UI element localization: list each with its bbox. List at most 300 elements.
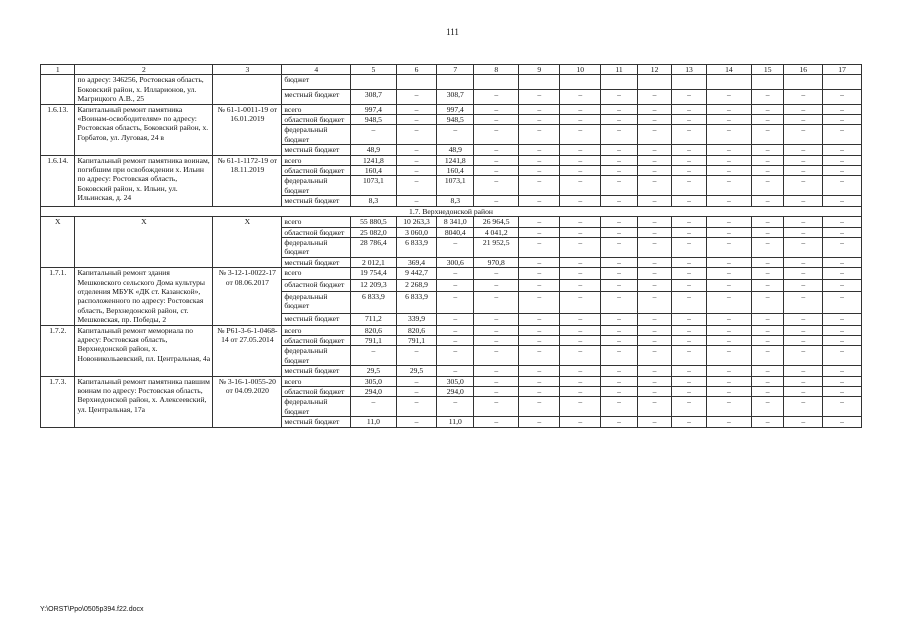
value-cell: – <box>706 376 751 386</box>
value-cell: – <box>672 196 706 206</box>
value-cell <box>396 75 437 90</box>
value-cell: – <box>706 115 751 125</box>
value-cell: – <box>396 155 437 165</box>
value-cell: – <box>396 115 437 125</box>
value-cell: – <box>823 376 862 386</box>
value-cell: – <box>672 145 706 155</box>
column-header: 1 <box>41 65 75 75</box>
value-cell: – <box>437 346 474 366</box>
value-cell: – <box>474 325 519 335</box>
value-cell: – <box>784 268 823 280</box>
value-cell: – <box>672 176 706 196</box>
value-cell: – <box>784 237 823 257</box>
value-cell: – <box>637 387 671 397</box>
value-cell: – <box>601 125 638 145</box>
value-cell: – <box>823 237 862 257</box>
value-cell: – <box>823 313 862 325</box>
value-cell: 294,0 <box>437 387 474 397</box>
value-cell: 26 964,5 <box>474 217 519 227</box>
file-path-footer: Y:\ORST\Ppo\0505p394.f22.docx <box>40 606 144 613</box>
value-cell: – <box>519 268 560 280</box>
value-cell: – <box>706 145 751 155</box>
column-header: 13 <box>672 65 706 75</box>
value-cell: – <box>823 387 862 397</box>
item-number: 1.7.3. <box>41 376 75 427</box>
budget-category: местный бюджет <box>282 313 351 325</box>
value-cell: – <box>601 376 638 386</box>
value-cell <box>752 75 784 90</box>
value-cell: – <box>601 366 638 376</box>
budget-category: федеральный бюджет <box>282 291 351 313</box>
value-cell: 8040,4 <box>437 227 474 237</box>
value-cell: – <box>752 417 784 427</box>
value-cell: – <box>752 166 784 176</box>
column-header: 4 <box>282 65 351 75</box>
value-cell: – <box>637 115 671 125</box>
value-cell: – <box>784 155 823 165</box>
value-cell: – <box>637 291 671 313</box>
value-cell: – <box>519 335 560 345</box>
value-cell: – <box>637 257 671 267</box>
value-cell: 300,6 <box>437 257 474 267</box>
value-cell: – <box>706 166 751 176</box>
value-cell: – <box>560 237 601 257</box>
value-cell: – <box>823 417 862 427</box>
value-cell: – <box>601 268 638 280</box>
table-row <box>41 104 862 114</box>
value-cell: – <box>823 366 862 376</box>
value-cell: – <box>474 279 519 291</box>
value-cell: – <box>752 217 784 227</box>
value-cell: 6 833,9 <box>396 291 437 313</box>
value-cell: – <box>601 397 638 417</box>
document-reference: № 3-12-1-0022-17 от 08.06.2017 <box>213 268 282 325</box>
value-cell: – <box>560 417 601 427</box>
column-header: 6 <box>396 65 437 75</box>
value-cell: 3 060,0 <box>396 227 437 237</box>
value-cell: – <box>519 104 560 114</box>
table-row <box>41 155 862 165</box>
value-cell: – <box>519 387 560 397</box>
column-header: 17 <box>823 65 862 75</box>
value-cell: – <box>519 366 560 376</box>
table-row <box>41 268 862 280</box>
value-cell <box>601 75 638 90</box>
value-cell: 997,4 <box>437 104 474 114</box>
value-cell: 160,4 <box>351 166 396 176</box>
value-cell: – <box>823 155 862 165</box>
value-cell: – <box>672 268 706 280</box>
value-cell: – <box>396 104 437 114</box>
value-cell: 339,9 <box>396 313 437 325</box>
value-cell: – <box>784 90 823 105</box>
value-cell: – <box>706 237 751 257</box>
value-cell: 948,5 <box>437 115 474 125</box>
document-reference: № 61-1-1172-19 от 18.11.2019 <box>213 155 282 206</box>
budget-category: местный бюджет <box>282 90 351 105</box>
value-cell: – <box>823 90 862 105</box>
value-cell: – <box>672 291 706 313</box>
value-cell: 29,5 <box>351 366 396 376</box>
value-cell: – <box>396 90 437 105</box>
value-cell: 9 442,7 <box>396 268 437 280</box>
value-cell: – <box>637 145 671 155</box>
value-cell: – <box>784 346 823 366</box>
value-cell: – <box>672 90 706 105</box>
value-cell: – <box>519 291 560 313</box>
value-cell: – <box>637 176 671 196</box>
value-cell: – <box>396 417 437 427</box>
value-cell: 55 880,5 <box>351 217 396 227</box>
value-cell: – <box>601 257 638 267</box>
value-cell: – <box>601 227 638 237</box>
value-cell: 1073,1 <box>351 176 396 196</box>
value-cell: 1241,8 <box>437 155 474 165</box>
value-cell: 2 012,1 <box>351 257 396 267</box>
budget-category: федеральный бюджет <box>282 397 351 417</box>
value-cell: – <box>672 366 706 376</box>
page-number: 111 <box>446 27 459 37</box>
value-cell: – <box>752 104 784 114</box>
value-cell: – <box>823 268 862 280</box>
value-cell: – <box>560 268 601 280</box>
value-cell: 369,4 <box>396 257 437 267</box>
value-cell: – <box>752 387 784 397</box>
value-cell: – <box>519 155 560 165</box>
value-cell: – <box>823 291 862 313</box>
value-cell: – <box>823 125 862 145</box>
value-cell: – <box>519 313 560 325</box>
value-cell: – <box>672 217 706 227</box>
value-cell: – <box>823 176 862 196</box>
value-cell: – <box>560 346 601 366</box>
value-cell: – <box>519 346 560 366</box>
budget-category: областной бюджет <box>282 279 351 291</box>
value-cell: – <box>474 104 519 114</box>
value-cell: – <box>560 227 601 237</box>
value-cell: – <box>474 115 519 125</box>
section-row <box>41 206 862 216</box>
value-cell: – <box>706 417 751 427</box>
budget-category: федеральный бюджет <box>282 346 351 366</box>
item-number <box>41 75 75 104</box>
value-cell: – <box>706 196 751 206</box>
value-cell: 6 833,9 <box>351 291 396 313</box>
budget-category: всего <box>282 155 351 165</box>
value-cell: – <box>437 313 474 325</box>
value-cell: – <box>474 176 519 196</box>
value-cell: – <box>823 196 862 206</box>
value-cell: – <box>601 335 638 345</box>
value-cell: 11,0 <box>437 417 474 427</box>
value-cell: – <box>706 366 751 376</box>
value-cell: 308,7 <box>437 90 474 105</box>
value-cell: – <box>396 196 437 206</box>
value-cell: – <box>601 166 638 176</box>
value-cell: 1241,8 <box>351 155 396 165</box>
value-cell: – <box>706 217 751 227</box>
value-cell: 11,0 <box>351 417 396 427</box>
value-cell: – <box>560 376 601 386</box>
value-cell: – <box>637 325 671 335</box>
value-cell: – <box>752 176 784 196</box>
value-cell: 19 754,4 <box>351 268 396 280</box>
value-cell: – <box>637 279 671 291</box>
value-cell: – <box>396 176 437 196</box>
value-cell: – <box>437 325 474 335</box>
value-cell: – <box>672 376 706 386</box>
value-cell: – <box>672 155 706 165</box>
value-cell: – <box>752 125 784 145</box>
value-cell: – <box>560 257 601 267</box>
value-cell: – <box>396 166 437 176</box>
value-cell <box>672 75 706 90</box>
budget-category: местный бюджет <box>282 417 351 427</box>
table-row <box>41 376 862 386</box>
value-cell: – <box>784 115 823 125</box>
value-cell: – <box>437 291 474 313</box>
value-cell: – <box>784 166 823 176</box>
value-cell: – <box>784 125 823 145</box>
value-cell: – <box>823 346 862 366</box>
value-cell: – <box>637 346 671 366</box>
budget-category: местный бюджет <box>282 257 351 267</box>
budget-category: всего <box>282 325 351 335</box>
value-cell: – <box>601 90 638 105</box>
value-cell: – <box>560 104 601 114</box>
budget-category: областной бюджет <box>282 166 351 176</box>
value-cell: – <box>560 196 601 206</box>
value-cell: – <box>560 313 601 325</box>
value-cell: – <box>601 176 638 196</box>
value-cell: – <box>601 115 638 125</box>
value-cell: – <box>560 279 601 291</box>
value-cell: – <box>474 313 519 325</box>
budget-category: федеральный бюджет <box>282 237 351 257</box>
value-cell: 25 082,0 <box>351 227 396 237</box>
value-cell: – <box>601 237 638 257</box>
value-cell: – <box>637 227 671 237</box>
value-cell: – <box>752 397 784 417</box>
value-cell: – <box>396 397 437 417</box>
object-description: по адресу: 346256, Ростовская область, Боковский район, х. Илларионов, ул. Магрицкого А.В., 25 <box>75 75 213 104</box>
value-cell: – <box>560 115 601 125</box>
value-cell: 948,5 <box>351 115 396 125</box>
budget-category: областной бюджет <box>282 227 351 237</box>
value-cell: – <box>474 376 519 386</box>
value-cell: – <box>560 217 601 227</box>
value-cell: – <box>519 166 560 176</box>
budget-category: федеральный бюджет <box>282 125 351 145</box>
value-cell: – <box>560 90 601 105</box>
value-cell: – <box>706 155 751 165</box>
value-cell <box>637 75 671 90</box>
budget-category: местный бюджет <box>282 196 351 206</box>
value-cell: – <box>437 279 474 291</box>
value-cell: – <box>706 268 751 280</box>
value-cell: – <box>601 313 638 325</box>
item-number: 1.7.1. <box>41 268 75 325</box>
value-cell: – <box>784 104 823 114</box>
value-cell: – <box>752 268 784 280</box>
value-cell: – <box>706 291 751 313</box>
value-cell: – <box>823 145 862 155</box>
value-cell: – <box>672 313 706 325</box>
value-cell: – <box>351 346 396 366</box>
value-cell: 997,4 <box>351 104 396 114</box>
value-cell: – <box>784 366 823 376</box>
value-cell: – <box>784 417 823 427</box>
value-cell: – <box>823 115 862 125</box>
budget-table <box>40 64 862 428</box>
value-cell: – <box>784 145 823 155</box>
value-cell: – <box>706 176 751 196</box>
value-cell: – <box>437 366 474 376</box>
value-cell: – <box>519 417 560 427</box>
section-title: 1.7. Верхнедонской район <box>41 206 862 216</box>
object-description: Капитальный ремонт памятника павшим воинам по адресу: Ростовская область, Верхнедонской район, х. Алексеевский, ул. Центральная, 17а <box>75 376 213 427</box>
value-cell: – <box>706 227 751 237</box>
value-cell: – <box>672 325 706 335</box>
column-header: 5 <box>351 65 396 75</box>
value-cell: – <box>560 366 601 376</box>
column-header: 14 <box>706 65 751 75</box>
value-cell: – <box>637 397 671 417</box>
value-cell: – <box>519 279 560 291</box>
value-cell: – <box>437 237 474 257</box>
value-cell: – <box>601 196 638 206</box>
value-cell: – <box>706 346 751 366</box>
value-cell: 305,0 <box>351 376 396 386</box>
value-cell: 305,0 <box>437 376 474 386</box>
value-cell: – <box>672 417 706 427</box>
value-cell: – <box>706 90 751 105</box>
value-cell: – <box>672 104 706 114</box>
value-cell: – <box>601 291 638 313</box>
object-description: Х <box>75 217 213 268</box>
value-cell: – <box>601 279 638 291</box>
value-cell: – <box>560 397 601 417</box>
document-reference <box>213 75 282 104</box>
value-cell: – <box>752 227 784 237</box>
value-cell: – <box>396 376 437 386</box>
value-cell: – <box>519 376 560 386</box>
value-cell: – <box>637 217 671 227</box>
column-header: 7 <box>437 65 474 75</box>
value-cell: 820,6 <box>396 325 437 335</box>
value-cell: – <box>474 366 519 376</box>
value-cell: – <box>823 227 862 237</box>
value-cell: – <box>752 376 784 386</box>
value-cell: – <box>672 227 706 237</box>
column-header: 16 <box>784 65 823 75</box>
value-cell: – <box>784 291 823 313</box>
value-cell: 1073,1 <box>437 176 474 196</box>
value-cell: – <box>437 125 474 145</box>
value-cell: – <box>784 313 823 325</box>
budget-category: всего <box>282 217 351 227</box>
column-header: 8 <box>474 65 519 75</box>
value-cell: – <box>672 397 706 417</box>
value-cell: 308,7 <box>351 90 396 105</box>
value-cell: – <box>396 125 437 145</box>
value-cell: – <box>474 387 519 397</box>
value-cell: – <box>672 166 706 176</box>
item-number: Х <box>41 217 75 268</box>
budget-category: бюджет <box>282 75 351 90</box>
value-cell: – <box>784 217 823 227</box>
value-cell: – <box>519 237 560 257</box>
value-cell: – <box>784 397 823 417</box>
object-description: Капитальный ремонт памятника воинам, погибшим при освобождении х. Ильин по адресу: Ростовская область, Боковский район, х. Ильин, ул. Ильинская, д. 24 <box>75 155 213 206</box>
value-cell: – <box>519 115 560 125</box>
value-cell: – <box>752 325 784 335</box>
value-cell: 4 041,2 <box>474 227 519 237</box>
value-cell <box>560 75 601 90</box>
value-cell: – <box>560 325 601 335</box>
document-reference: № 61-1-0011-19 от 16.01.2019 <box>213 104 282 155</box>
value-cell: – <box>560 335 601 345</box>
value-cell: – <box>519 196 560 206</box>
value-cell: – <box>672 257 706 267</box>
value-cell: – <box>474 196 519 206</box>
value-cell: – <box>519 125 560 145</box>
value-cell: – <box>752 291 784 313</box>
table-row <box>41 325 862 335</box>
value-cell: 294,0 <box>351 387 396 397</box>
value-cell <box>437 75 474 90</box>
value-cell: – <box>637 104 671 114</box>
value-cell: 8,3 <box>437 196 474 206</box>
budget-category: всего <box>282 268 351 280</box>
value-cell: – <box>474 397 519 417</box>
value-cell: – <box>519 145 560 155</box>
value-cell: 48,9 <box>351 145 396 155</box>
document-reference: Х <box>213 217 282 268</box>
value-cell: – <box>672 335 706 345</box>
value-cell: – <box>752 115 784 125</box>
value-cell: – <box>396 387 437 397</box>
value-cell: 970,8 <box>474 257 519 267</box>
object-description: Капитальный ремонт памятника «Воинам-освободителям» по адресу: Ростовская область, Боковский район, х. Горбатов, ул. Луговая, 24 в <box>75 104 213 155</box>
value-cell: 2 268,9 <box>396 279 437 291</box>
value-cell: – <box>560 155 601 165</box>
value-cell: – <box>672 387 706 397</box>
value-cell: – <box>823 335 862 345</box>
budget-category: всего <box>282 376 351 386</box>
document-reference: № 3-16-1-0055-20 от 04.09.2020 <box>213 376 282 427</box>
value-cell: 28 786,4 <box>351 237 396 257</box>
value-cell: – <box>351 397 396 417</box>
value-cell: – <box>752 90 784 105</box>
value-cell: – <box>519 176 560 196</box>
column-header: 9 <box>519 65 560 75</box>
value-cell <box>823 75 862 90</box>
value-cell: – <box>823 325 862 335</box>
value-cell: 10 263,3 <box>396 217 437 227</box>
value-cell: – <box>706 325 751 335</box>
value-cell: – <box>474 268 519 280</box>
document-reference: № Р61-3-6-1-0468-14 от 27.05.2014 <box>213 325 282 376</box>
value-cell <box>519 75 560 90</box>
item-number: 1.6.13. <box>41 104 75 155</box>
value-cell: 12 209,3 <box>351 279 396 291</box>
value-cell: – <box>396 145 437 155</box>
value-cell: – <box>784 376 823 386</box>
value-cell: – <box>519 325 560 335</box>
value-cell: – <box>474 166 519 176</box>
value-cell: – <box>637 155 671 165</box>
